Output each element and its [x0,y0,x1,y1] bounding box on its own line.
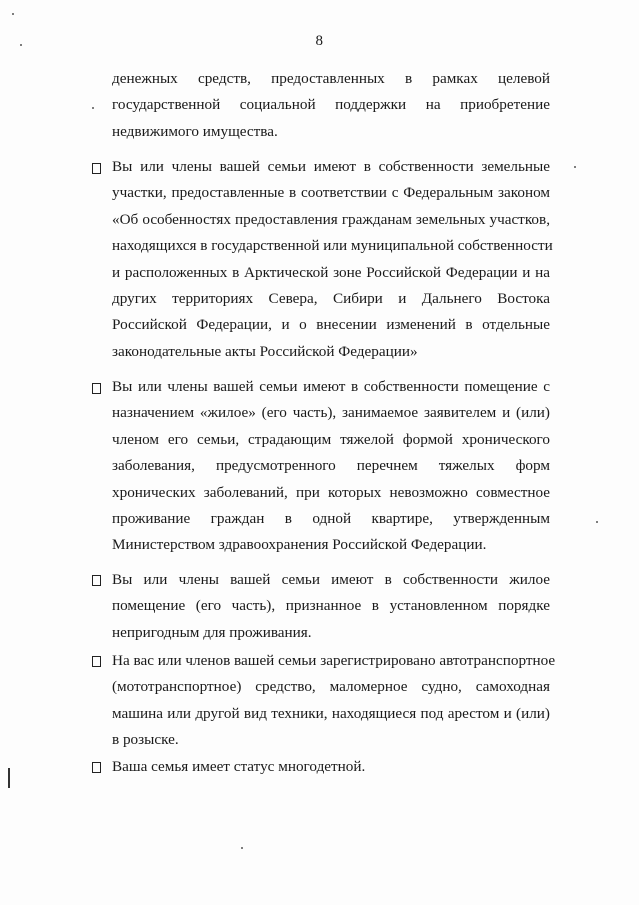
text-line: недвижимого имущества. [112,122,278,140]
option-large-family [112,754,550,780]
text-line: машина или другой вид техники, находящиеся под арестом и (или) [112,704,550,722]
text-line: Министерством здравоохранения Российской Федерации. [112,536,487,554]
scan-speck [12,13,14,15]
scan-speck [596,521,598,523]
checkbox-residential-premises[interactable] [92,383,101,394]
continuation-paragraph [112,66,550,145]
checkbox-vehicle-arrest[interactable] [92,656,101,667]
scan-speck [574,166,576,168]
text-line: Вы или члены вашей семьи имеют в собственности земельные [112,158,550,175]
scan-speck [92,107,94,109]
text-line: законодательные акты Российской Федерации» [112,342,418,360]
text-line: «Об особенностях предоставления гражданам земельных участков, [112,210,550,228]
text-line: (мототранспортное) средство, маломерное судно, самоходная [112,678,550,696]
text-line: и расположенных в Арктической зоне Российской Федерации и на [112,263,550,281]
text-line: заболевания, предусмотренного перечнем тяжелых форм [112,457,550,475]
text-line: проживание граждан в одной квартире, утвержденным [112,510,550,528]
checkbox-large-family[interactable] [92,762,101,773]
text-line: непригодным для проживания. [112,623,312,641]
checkbox-unfit-dwelling[interactable] [92,575,101,586]
scan-speck [20,44,22,46]
option-land-plots [112,154,553,365]
checkbox-land-plots[interactable] [92,163,101,174]
option-unfit-dwelling [112,567,550,646]
text-line: Российской Федерации, и о внесении изменений в отдельные [112,316,550,334]
option-vehicle-arrest [112,648,556,754]
text-line: помещение (его часть), признанное в установленном порядке [112,597,550,615]
text-line: участки, предоставленные в соответствии с Федеральным законом [112,184,550,202]
text-line: Вы или члены вашей семьи имеют в собственности помещение с [112,378,550,395]
text-line: находящихся в государственной или муниципальной собственности [112,237,553,255]
text-line: Ваша семья имеет статус многодетной. [112,758,366,775]
option-residential-premises [112,374,550,559]
page-number: 8 [315,33,324,49]
text-line: Вы или члены вашей семьи имеют в собственности жилое [112,571,550,588]
text-line: государственной социальной поддержки на приобретение [112,96,550,114]
text-line: в розыске. [112,731,179,749]
text-line: назначением «жилое» (его часть), занимаемое заявителем и (или) [112,404,550,422]
text-line: других территориях Севера, Сибири и Дальнего Востока [112,290,550,308]
text-line: На вас или членов вашей семьи зарегистрировано автотранспортное [112,652,556,669]
scan-speck [241,847,243,849]
text-line: хронических заболеваний, при которых невозможно совместное [112,483,550,501]
text-line: членом его семьи, страдающим тяжелой формой хронического [112,430,550,448]
scan-edge-mark [8,768,10,788]
text-line: денежных средств, предоставленных в рамках целевой [112,70,550,87]
